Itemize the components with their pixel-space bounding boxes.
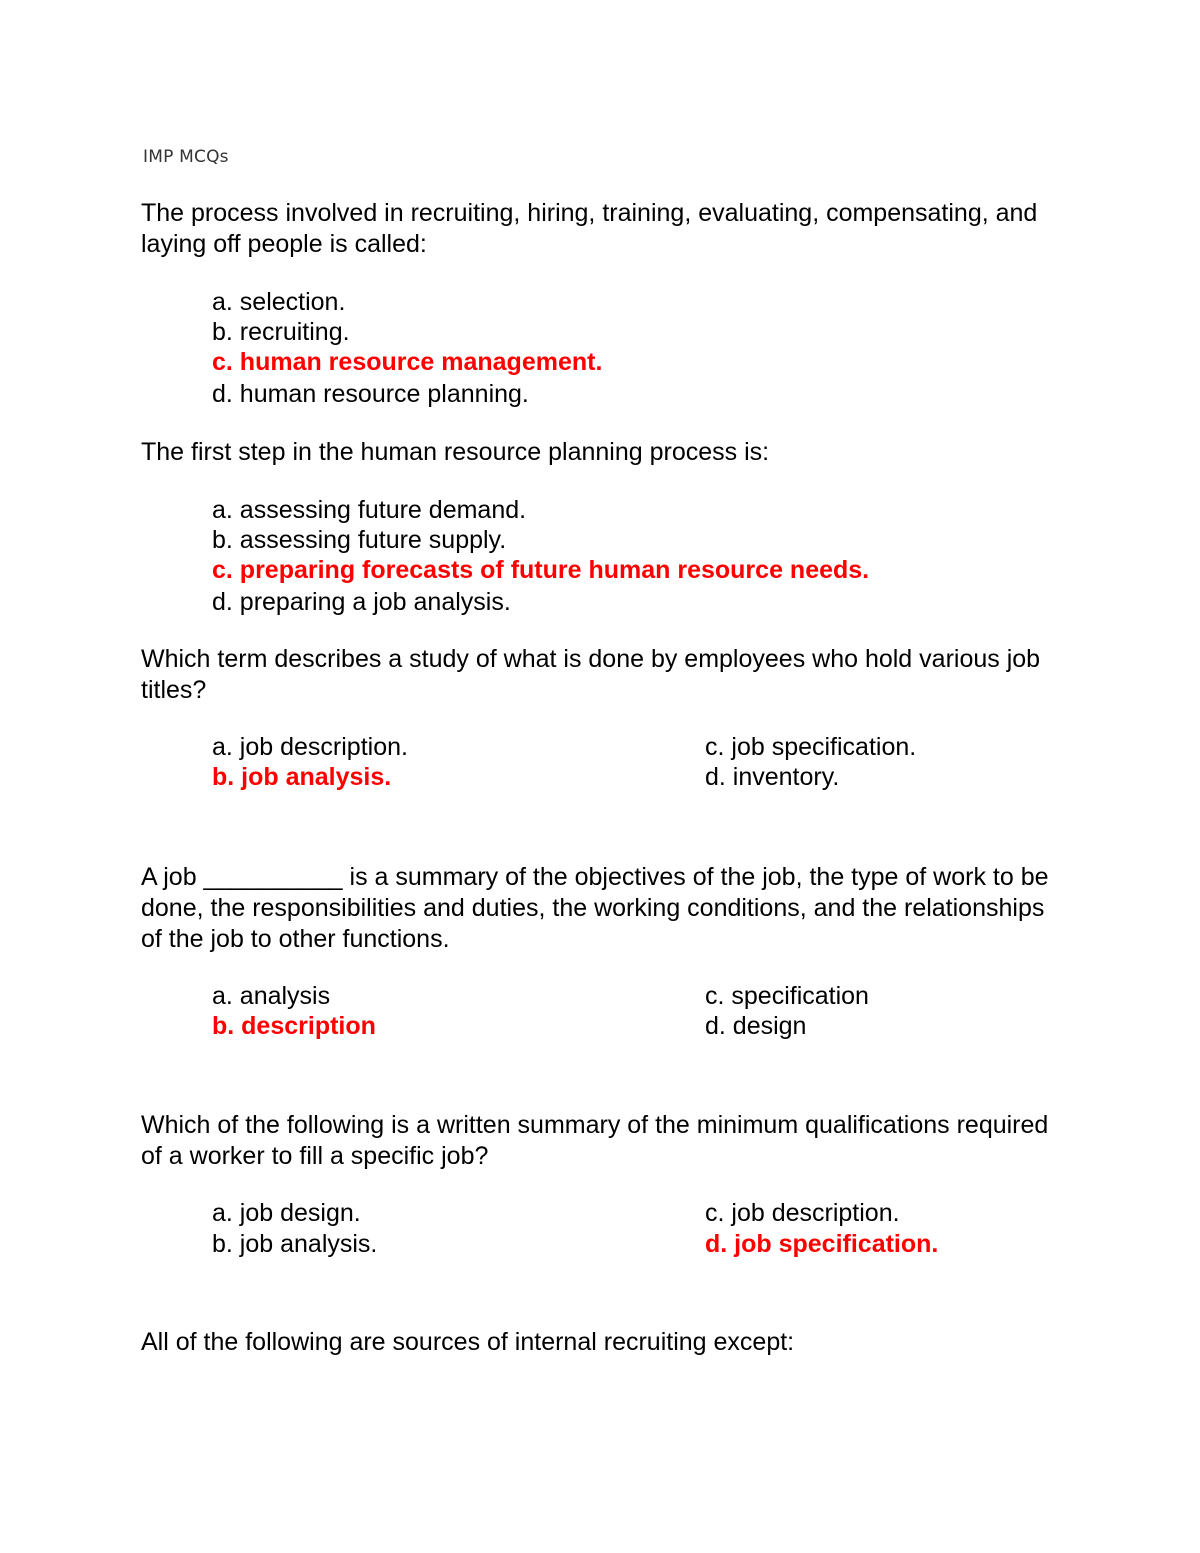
question-1-option-d: d. human resource planning. xyxy=(212,380,529,408)
question-1-option-c-correct: c. human resource management. xyxy=(212,348,603,376)
question-2-option-c-correct: c. preparing forecasts of future human resource needs. xyxy=(212,556,870,584)
question-4-option-a: a. analysis xyxy=(212,982,331,1010)
document-title: IMP MCQs xyxy=(143,147,229,167)
question-3-option-c: c. job specification. xyxy=(705,733,917,761)
question-3-text: Which term describes a study of what is done by employees who hold various job titles? xyxy=(141,645,1041,704)
question-4-option-b-correct: b. description xyxy=(212,1012,376,1040)
question-1-option-b: b. recruiting. xyxy=(212,318,350,346)
question-5-option-b: b. job analysis. xyxy=(212,1230,378,1258)
question-2-option-a: a. assessing future demand. xyxy=(212,496,527,524)
question-4-text: A job __________ is a summary of the objectives of the job, the type of work to be done, the responsibilities and duties, the working conditions, and the relationships of the job to other functions. xyxy=(141,863,1049,953)
question-4-option-d: d. design xyxy=(705,1012,807,1040)
question-3-option-d: d. inventory. xyxy=(705,763,840,791)
question-5-option-a: a. job design. xyxy=(212,1199,361,1227)
question-2-option-d: d. preparing a job analysis. xyxy=(212,588,511,616)
question-5-option-d-correct: d. job specification. xyxy=(705,1230,939,1258)
question-3-option-b-correct: b. job analysis. xyxy=(212,763,392,791)
question-1-option-a: a. selection. xyxy=(212,288,346,316)
question-6-text: All of the following are sources of internal recruiting except: xyxy=(141,1328,795,1356)
question-2-text: The first step in the human resource planning process is: xyxy=(141,438,770,466)
question-5-text: Which of the following is a written summary of the minimum qualifications required of a worker to fill a specific job? xyxy=(141,1111,1049,1170)
question-1-text: The process involved in recruiting, hiring, training, evaluating, compensating, and laying off people is called: xyxy=(141,199,1038,258)
question-5-option-c: c. job description. xyxy=(705,1199,900,1227)
question-2-option-b: b. assessing future supply. xyxy=(212,526,507,554)
question-4-option-c: c. specification xyxy=(705,982,869,1010)
question-3-option-a: a. job description. xyxy=(212,733,408,761)
